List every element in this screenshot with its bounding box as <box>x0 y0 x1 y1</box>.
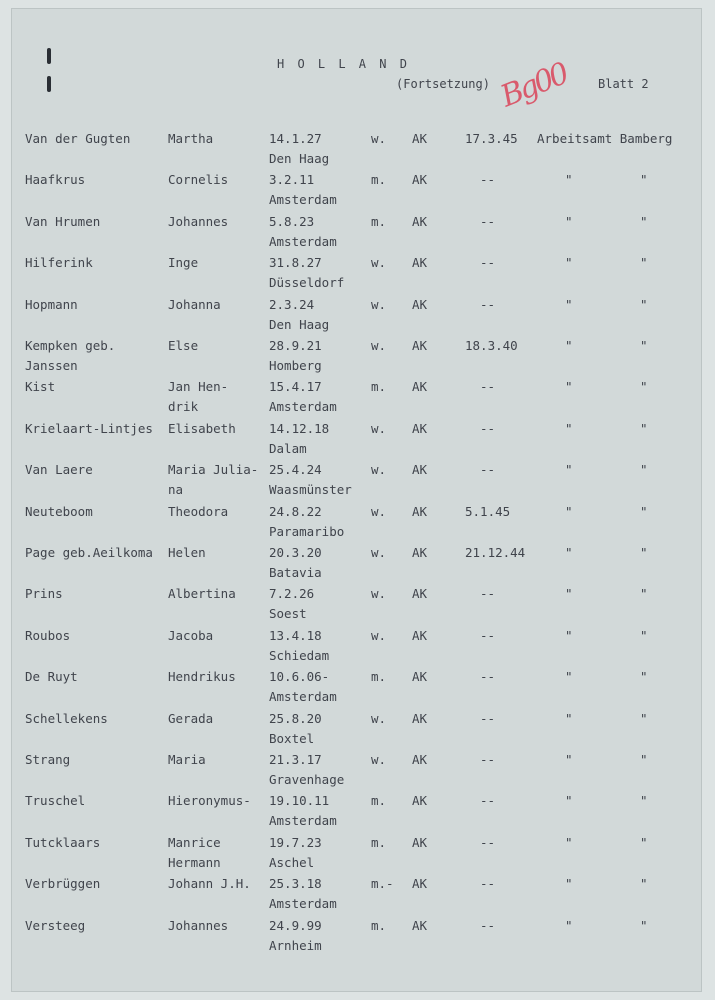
firstname-cell: Manrice <box>168 834 221 850</box>
surname-cell: Truschel <box>25 793 86 809</box>
birthdate-cell: 20.3.20 <box>269 545 322 560</box>
firstname-cell: Helen <box>168 545 206 560</box>
birthdate-cell: 21.3.17 <box>269 752 322 767</box>
table-row <box>0 129 715 169</box>
sex-cell: m.- <box>371 876 394 892</box>
category-cell: AK <box>412 172 428 188</box>
ditto-mark: " <box>640 793 648 809</box>
surname-cell: Haafkrus <box>25 172 86 188</box>
ditto-mark: " <box>640 338 648 353</box>
ditto-mark: " <box>565 752 573 767</box>
surname-cell: Hilferink <box>25 255 93 271</box>
ditto-mark: " <box>640 503 648 519</box>
birthdate-cell: 15.4.17 <box>269 379 322 395</box>
firstname-continuation-cell: Hermann <box>168 854 221 870</box>
surname-cell: Strang <box>25 752 71 767</box>
sex-cell: w. <box>371 752 387 767</box>
birthdate-cell: 31.8.27 <box>269 255 322 271</box>
firstname-cell: Johannes <box>168 213 229 229</box>
firstname-cell: Hendrikus <box>168 669 236 685</box>
release-date-cell: -- <box>480 255 496 271</box>
firstname-cell: Johann J.H. <box>168 876 251 892</box>
firstname-cell: Jan Hen- <box>168 379 229 395</box>
birthplace-cell: Amsterdam <box>269 192 337 208</box>
firstname-cell: Elisabeth <box>168 420 236 436</box>
punch-hole-mark <box>47 76 51 92</box>
page-title: H O L L A N D <box>277 57 410 71</box>
birthplace-cell: Arnheim <box>269 937 322 953</box>
category-cell: AK <box>412 710 428 726</box>
red-stamp: Bg00 <box>495 56 572 115</box>
firstname-cell: Jacoba <box>168 627 214 643</box>
birthplace-cell: Aschel <box>269 854 315 870</box>
surname-cell: Versteeg <box>25 917 86 933</box>
birthplace-cell: Paramaribo <box>269 523 345 539</box>
birthdate-cell: 10.6.06- <box>269 669 330 685</box>
sex-cell: w. <box>371 503 387 519</box>
birthplace-cell: Amsterdam <box>269 233 337 249</box>
release-date-cell: -- <box>480 172 496 188</box>
birthplace-cell: Soest <box>269 606 307 622</box>
category-cell: AK <box>412 131 428 146</box>
ditto-mark: " <box>640 834 648 850</box>
firstname-cell: Johannes <box>168 917 229 933</box>
sex-cell: m. <box>371 793 387 809</box>
ditto-mark: " <box>640 545 648 560</box>
ditto-mark: " <box>640 462 648 478</box>
surname-cell: Tutcklaars <box>25 834 101 850</box>
birthplace-cell: Waasmünster <box>269 482 352 498</box>
ditto-mark: " <box>565 503 573 519</box>
sex-cell: m. <box>371 172 387 188</box>
birthdate-cell: 19.10.11 <box>269 793 330 809</box>
ditto-mark: " <box>640 172 648 188</box>
ditto-mark: " <box>565 172 573 188</box>
release-date-cell: -- <box>480 586 496 602</box>
ditto-mark: " <box>565 586 573 602</box>
birthdate-cell: 14.12.18 <box>269 420 330 436</box>
surname-cell: Verbrüggen <box>25 876 101 892</box>
release-date-cell: -- <box>480 462 496 478</box>
ditto-mark: " <box>565 669 573 685</box>
birthdate-cell: 13.4.18 <box>269 627 322 643</box>
category-cell: AK <box>412 793 428 809</box>
firstname-cell: Theodora <box>168 503 229 519</box>
category-cell: AK <box>412 255 428 271</box>
release-date-cell: 5.1.45 <box>465 503 511 519</box>
birthplace-cell: Gravenhage <box>269 772 345 787</box>
birthplace-cell: Den Haag <box>269 316 330 332</box>
birthplace-cell: Dalam <box>269 440 307 456</box>
birthdate-cell: 25.4.24 <box>269 462 322 478</box>
category-cell: AK <box>412 296 428 312</box>
birthdate-cell: 7.2.26 <box>269 586 315 602</box>
surname-cell: Kempken geb. <box>25 338 116 353</box>
birthdate-cell: 25.3.18 <box>269 876 322 892</box>
sex-cell: w. <box>371 338 387 353</box>
ditto-mark: " <box>640 420 648 436</box>
surname-cell: Page geb.Aeilkoma <box>25 545 153 560</box>
firstname-cell: Maria <box>168 752 206 767</box>
category-cell: AK <box>412 420 428 436</box>
ditto-mark: " <box>565 545 573 560</box>
ditto-mark: " <box>640 917 648 933</box>
table-row <box>0 253 715 293</box>
release-date-cell: 21.12.44 <box>465 545 526 560</box>
category-cell: AK <box>412 627 428 643</box>
ditto-mark: " <box>640 876 648 892</box>
ditto-mark: " <box>565 462 573 478</box>
release-date-cell: -- <box>480 876 496 892</box>
table-row <box>0 377 715 417</box>
sex-cell: w. <box>371 255 387 271</box>
birthdate-cell: 2.3.24 <box>269 296 315 312</box>
table-row <box>0 626 715 666</box>
continuation-label: (Fortsetzung) <box>396 77 490 91</box>
birthplace-cell: Amsterdam <box>269 813 337 829</box>
table-row <box>0 667 715 707</box>
release-date-cell: -- <box>480 379 496 395</box>
firstname-cell: Inge <box>168 255 199 271</box>
table-row <box>0 791 715 831</box>
ditto-mark: " <box>565 338 573 353</box>
category-cell: AK <box>412 503 428 519</box>
release-date-cell: -- <box>480 669 496 685</box>
category-cell: AK <box>412 752 428 767</box>
table-row <box>0 584 715 624</box>
table-row <box>0 419 715 459</box>
firstname-cell: Maria Julia- <box>168 462 259 478</box>
table-row <box>0 916 715 956</box>
category-cell: AK <box>412 669 428 685</box>
table-row <box>0 709 715 749</box>
firstname-continuation-cell: drik <box>168 399 199 415</box>
release-date-cell: 18.3.40 <box>465 338 518 353</box>
birthdate-cell: 3.2.11 <box>269 172 315 188</box>
ditto-mark: " <box>640 627 648 643</box>
surname-cell: Neuteboom <box>25 503 93 519</box>
surname-cell: Prins <box>25 586 63 602</box>
birthplace-cell: Amsterdam <box>269 399 337 415</box>
birthdate-cell: 19.7.23 <box>269 834 322 850</box>
birthplace-cell: Batavia <box>269 565 322 580</box>
release-date-cell: -- <box>480 752 496 767</box>
category-cell: AK <box>412 876 428 892</box>
ditto-mark: " <box>565 379 573 395</box>
firstname-cell: Martha <box>168 131 214 146</box>
birthplace-cell: Schiedam <box>269 647 330 663</box>
release-date-cell: 17.3.45 <box>465 131 518 146</box>
birthdate-cell: 5.8.23 <box>269 213 315 229</box>
sex-cell: m. <box>371 379 387 395</box>
punch-hole-mark <box>47 48 51 64</box>
table-row <box>0 874 715 914</box>
ditto-mark: " <box>565 710 573 726</box>
sex-cell: w. <box>371 420 387 436</box>
firstname-cell: Johanna <box>168 296 221 312</box>
ditto-mark: " <box>640 255 648 271</box>
category-cell: AK <box>412 213 428 229</box>
surname-cell: Kist <box>25 379 56 395</box>
ditto-mark: " <box>565 213 573 229</box>
surname-cell: Van Hrumen <box>25 213 101 229</box>
ditto-mark: " <box>640 586 648 602</box>
sex-cell: m. <box>371 213 387 229</box>
category-cell: AK <box>412 545 428 560</box>
firstname-cell: Cornelis <box>168 172 229 188</box>
ditto-mark: " <box>565 876 573 892</box>
office-cell: Arbeitsamt Bamberg <box>537 131 673 146</box>
birthplace-cell: Amsterdam <box>269 896 337 912</box>
firstname-continuation-cell: na <box>168 482 184 498</box>
birthdate-cell: 24.8.22 <box>269 503 322 519</box>
birthdate-cell: 28.9.21 <box>269 338 322 353</box>
sheet-number: Blatt 2 <box>598 77 649 91</box>
ditto-mark: " <box>640 669 648 685</box>
table-row <box>0 750 715 790</box>
table-row <box>0 833 715 873</box>
surname-cell: Hopmann <box>25 296 78 312</box>
sex-cell: w. <box>371 586 387 602</box>
firstname-cell: Albertina <box>168 586 236 602</box>
ditto-mark: " <box>565 834 573 850</box>
sex-cell: w. <box>371 545 387 560</box>
table-row <box>0 212 715 252</box>
ditto-mark: " <box>640 379 648 395</box>
release-date-cell: -- <box>480 917 496 933</box>
table-row <box>0 170 715 210</box>
sex-cell: m. <box>371 834 387 850</box>
birthplace-cell: Homberg <box>269 358 322 373</box>
table-row <box>0 502 715 542</box>
ditto-mark: " <box>565 917 573 933</box>
surname-cell: Schellekens <box>25 710 108 726</box>
ditto-mark: " <box>565 296 573 312</box>
ditto-mark: " <box>640 752 648 767</box>
surname-continuation-cell: Janssen <box>25 358 78 373</box>
release-date-cell: -- <box>480 834 496 850</box>
table-row <box>0 543 715 583</box>
category-cell: AK <box>412 834 428 850</box>
category-cell: AK <box>412 462 428 478</box>
birthplace-cell: Boxtel <box>269 730 315 746</box>
birthdate-cell: 25.8.20 <box>269 710 322 726</box>
sex-cell: w. <box>371 627 387 643</box>
release-date-cell: -- <box>480 710 496 726</box>
release-date-cell: -- <box>480 793 496 809</box>
release-date-cell: -- <box>480 420 496 436</box>
release-date-cell: -- <box>480 213 496 229</box>
ditto-mark: " <box>640 213 648 229</box>
sex-cell: w. <box>371 462 387 478</box>
surname-cell: Van Laere <box>25 462 93 478</box>
ditto-mark: " <box>565 793 573 809</box>
birthplace-cell: Düsseldorf <box>269 275 345 291</box>
sex-cell: w. <box>371 131 387 146</box>
birthdate-cell: 14.1.27 <box>269 131 322 146</box>
table-row <box>0 336 715 376</box>
firstname-cell: Else <box>168 338 199 353</box>
table-row <box>0 295 715 335</box>
ditto-mark: " <box>565 627 573 643</box>
table-row <box>0 460 715 500</box>
ditto-mark: " <box>565 255 573 271</box>
category-cell: AK <box>412 379 428 395</box>
birthplace-cell: Den Haag <box>269 151 330 166</box>
category-cell: AK <box>412 338 428 353</box>
sex-cell: w. <box>371 296 387 312</box>
ditto-mark: " <box>565 420 573 436</box>
firstname-cell: Hieronymus- <box>168 793 251 809</box>
firstname-cell: Gerada <box>168 710 214 726</box>
ditto-mark: " <box>640 296 648 312</box>
release-date-cell: -- <box>480 627 496 643</box>
release-date-cell: -- <box>480 296 496 312</box>
surname-cell: Krielaart-Lintjes <box>25 420 153 436</box>
sex-cell: w. <box>371 710 387 726</box>
ditto-mark: " <box>640 710 648 726</box>
category-cell: AK <box>412 586 428 602</box>
category-cell: AK <box>412 917 428 933</box>
birthplace-cell: Amsterdam <box>269 689 337 705</box>
sex-cell: m. <box>371 669 387 685</box>
surname-cell: Roubos <box>25 627 71 643</box>
surname-cell: De Ruyt <box>25 669 78 685</box>
sex-cell: m. <box>371 917 387 933</box>
birthdate-cell: 24.9.99 <box>269 917 322 933</box>
surname-cell: Van der Gugten <box>25 131 131 146</box>
